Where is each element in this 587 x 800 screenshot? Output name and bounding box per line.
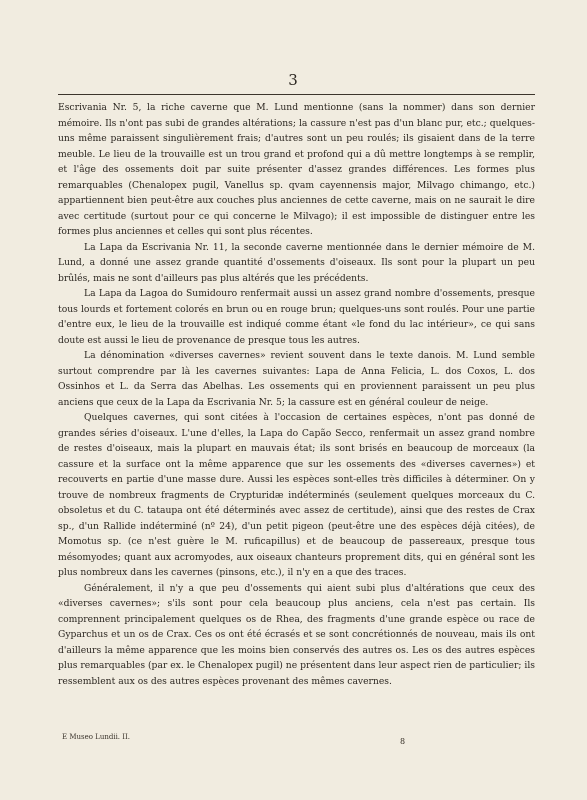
footer-number: 8 bbox=[400, 737, 406, 746]
footer-signature: E Museo Lundii. II. bbox=[62, 733, 131, 741]
page-number: 3 bbox=[288, 71, 299, 89]
body-text bbox=[58, 100, 535, 689]
paragraph-4: La dénomination «diverses cavernes» revient souvent dans le texte danois. M. Lund semble surtout comprendre par là les cavernes suivantes: Lapa de Anna Felicia, L. dos Coxos, L. dos Ossinhos et L. da Serra das Abelhas. Les ossements qui en proviennent paraissent un peu plus anciens que ceux de la Lapa da Escrivania Nr. 5; la cassure est en général couleur de neige. bbox=[58, 350, 535, 408]
header-rule bbox=[58, 94, 535, 95]
paragraph-5: Quelques cavernes, qui sont citées à l'occasion de certaines espèces, n'ont pas donné de grandes séries d'oiseaux. L'une d'elles, la Lapa do Capão Secco, renfermait un assez grand nombre de restes d'oiseaux, mais la plupart en mauvais état; ils sont brisés en beaucoup de morceaux (la cassure et la surface ont la même apparence que sur les ossements des «diverses cavernes») et recouverts en partie d'une masse dure. Aussi les espèces sont-elles très difficiles à déterminer. On y trouve de nombreux fragments de Crypturidæ indéterminés (seulement quelques morceaux du C. obsoletus et du C. tataupa ont été déterminés avec assez de certitude), ainsi que des restes de Crax sp., d'un Rallide indéterminé (nº 24), d'un petit pigeon (peut-être une des espèces déjà citées), de Momotus sp. (ce n'est guère le M. ruficapillus) et de beaucoup de passereaux, presque tous mésomyodes; quant aux acromyodes, aux oiseaux chanteurs proprement dits, qui en général sont les plus nombreux dans les cavernes (pinsons, etc.), il n'y en a que des traces. bbox=[58, 412, 535, 578]
paragraph-1: Escrivania Nr. 5, la riche caverne que M. Lund mentionne (sans la nommer) dans son dernier mémoire. Ils n'ont pas subi de grandes altérations; la cassure n'est pas d'un blanc pur, etc.; quelques-uns même paraissent singulièrement frais; d'autres sont un peu roulés; ils gisaient dans de la terre meuble. Le lieu de la trouvaille est un trou grand et profond qui a dû mettre longtemps à se remplir, et l'âge des ossements doit par suite présenter d'assez grandes différences. Les formes plus remarquables (Chenalopex pugil, Vanellus sp. qvam cayennensis major, Milvago chimango, etc.) appartiennent bien peut-être aux couches plus anciennes de cette caverne, mais on ne saurait le dire avec certitude (surtout pour ce qui concerne le Milvago); il est impossible de distinguer entre les formes plus anciennes et celles qui sont plus récentes. bbox=[58, 102, 535, 237]
paragraph-6: Généralement, il n'y a que peu d'ossements qui aient subi plus d'altérations que ceux des «diverses cavernes»; s'ils sont pour cela beaucoup plus anciens, cela n'est pas certain. Ils comprennent principalement quelques os de Rhea, des fragments d'une grande espèce ou race de Gyparchus et un os de Crax. Ces os ont été écrasés et se sont concrétionnés de nouveau, mais ils ont d'ailleurs la même apparence que les moins bien conservés des autres os. Les os des autres espèces plus remarquables (par ex. le Chenalopex pugil) ne présentent dans leur aspect rien de particulier; ils ressemblent aux os des autres espèces provenant des mêmes cavernes. bbox=[58, 582, 535, 687]
paragraph-2: La Lapa da Escrivania Nr. 11, la seconde caverne mentionnée dans le dernier mémoire de M. Lund, a donné une assez grande quantité d'ossements d'oiseaux. Ils sont pour la plupart un peu brûlés, mais ne sont d'ailleurs pas plus altérés que les précédents. bbox=[58, 241, 535, 284]
paragraph-3: La Lapa da Lagoa do Sumidouro renfermait aussi un assez grand nombre d'ossements, presque tous lourds et fortement colorés en brun ou en rouge brun; quelques-uns sont roulés. Pour une partie d'entre eux, le lieu de la trouvaille est indiqué comme étant «le fond du lac intérieur», ce qui sans doute est aussi le lieu de provenance de presque tous les autres. bbox=[58, 288, 535, 346]
